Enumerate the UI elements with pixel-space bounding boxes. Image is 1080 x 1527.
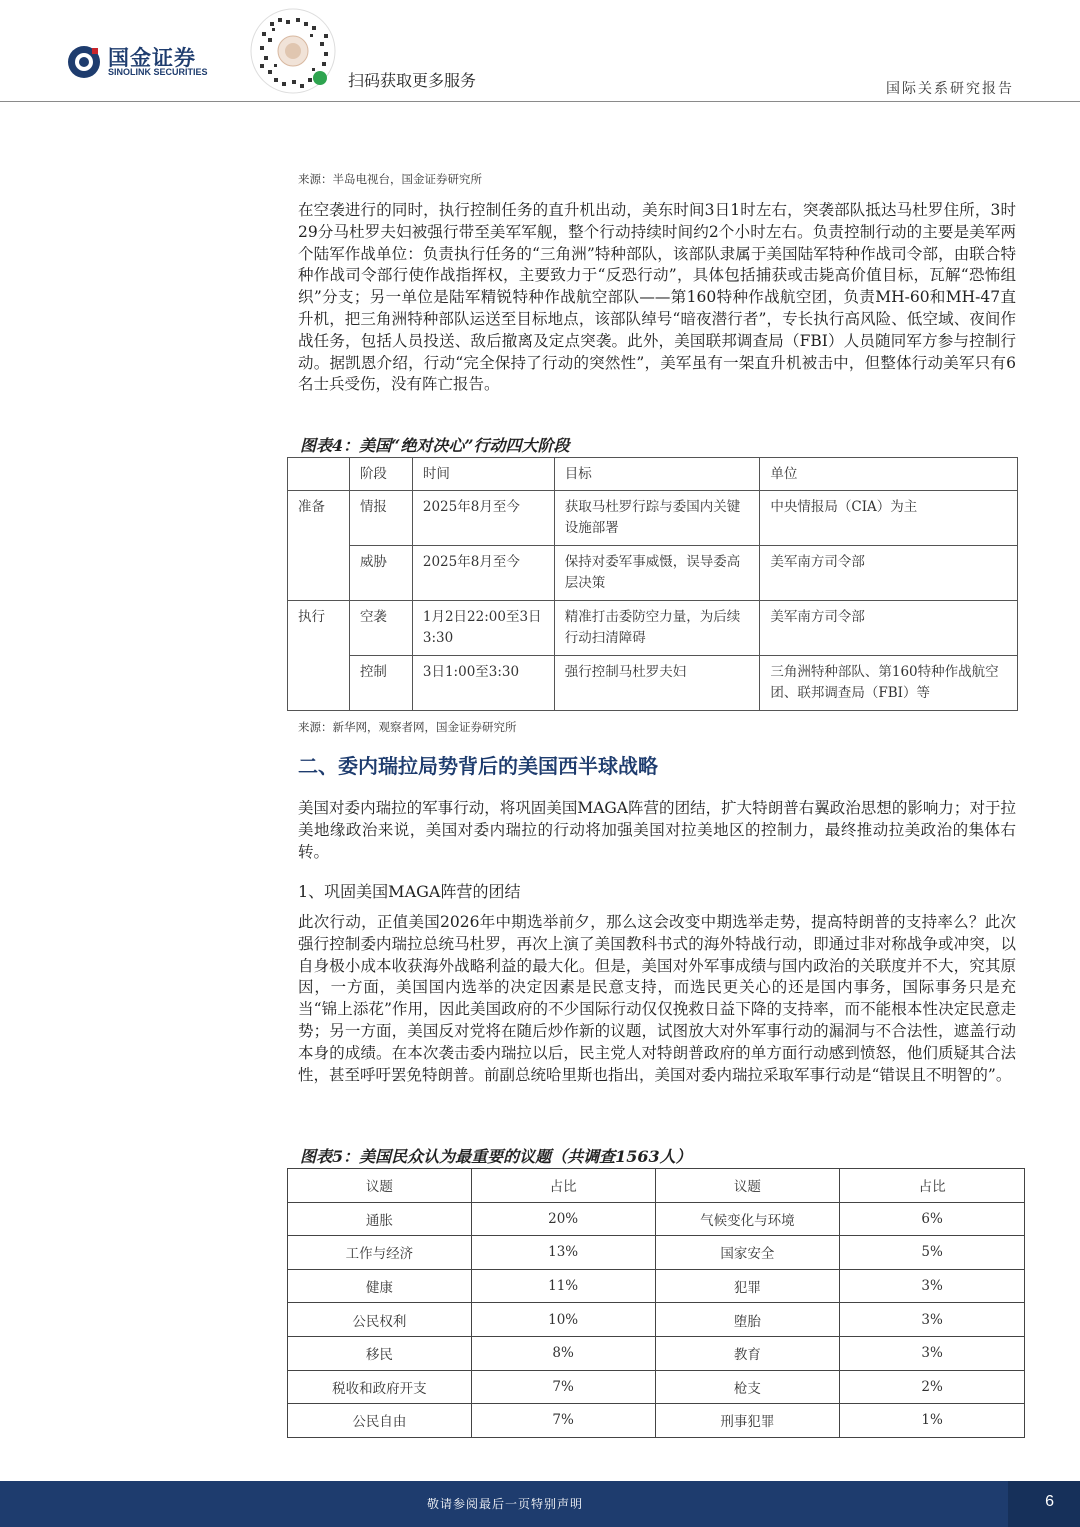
phase-cell: 准备 <box>288 491 350 601</box>
table-header-row <box>288 1169 1025 1203</box>
issue-cell: 税收和政府开支 <box>288 1370 472 1404</box>
unit-cell: 美军南方司令部 <box>760 546 1018 601</box>
time-cell: 2025年8月至今 <box>412 491 554 546</box>
page-number: 6 <box>1045 1493 1054 1510</box>
time-cell: 3日1:00至3:30 <box>412 656 554 711</box>
time-cell: 1月2日22:00至3日3:30 <box>412 601 554 656</box>
table-header-cell: 占比 <box>840 1169 1025 1203</box>
share-cell: 1% <box>840 1404 1025 1438</box>
issue-cell: 移民 <box>288 1336 472 1370</box>
share-cell: 13% <box>471 1236 655 1270</box>
figure-5-title: 图表5：美国民众认为最重要的议题（共调查1563人） <box>300 1147 692 1166</box>
issue-cell: 枪支 <box>655 1370 840 1404</box>
share-cell: 5% <box>840 1236 1025 1270</box>
share-cell: 3% <box>840 1303 1025 1337</box>
page-footer <box>0 1481 1080 1527</box>
unit-cell: 三角洲特种部队、第160特种作战航空团、联邦调查局（FBI）等 <box>760 656 1018 711</box>
stage-cell: 威胁 <box>349 546 412 601</box>
table-row <box>288 656 1018 711</box>
figure-4-source: 来源：新华网，观察者网，国金证券研究所 <box>298 720 517 734</box>
table-header-cell: 单位 <box>760 458 1018 491</box>
figure-5-table <box>287 1168 1025 1438</box>
table-header-cell <box>288 458 350 491</box>
issue-cell: 教育 <box>655 1336 840 1370</box>
report-type-label: 国际关系研究报告 <box>886 81 1014 97</box>
table-header-cell: 占比 <box>471 1169 655 1203</box>
share-cell: 7% <box>471 1370 655 1404</box>
table-header-row <box>288 458 1018 491</box>
table-row <box>288 546 1018 601</box>
issue-cell: 通胀 <box>288 1202 472 1236</box>
goal-cell: 强行控制马杜罗夫妇 <box>554 656 760 711</box>
logo-english-name: SINOLINK SECURITIES <box>108 67 208 77</box>
unit-cell: 美军南方司令部 <box>760 601 1018 656</box>
goal-cell: 获取马杜罗行踪与委国内关键设施部署 <box>554 491 760 546</box>
unit-cell: 中央情报局（CIA）为主 <box>760 491 1018 546</box>
issue-cell: 健康 <box>288 1269 472 1303</box>
logo-chinese-name: 国金证券 <box>108 46 196 70</box>
table-header-cell: 议题 <box>288 1169 472 1203</box>
section-2-title: 二、委内瑞拉局势背后的美国西半球战略 <box>298 754 658 778</box>
sinolink-logo <box>66 42 216 82</box>
subsection-1-title: 1、巩固美国MAGA阵营的团结 <box>298 882 521 901</box>
table-row <box>288 601 1018 656</box>
paragraph-section-2-intro: 美国对委内瑞拉的军事行动，将巩固美国MAGA阵营的团结，扩大特朗普右翼政治思想的影响力；对于拉美地缘政治来说，美国对委内瑞拉的行动将加强美国对拉美地区的控制力，最终推动拉美政治的集体右转。 <box>298 799 1016 861</box>
share-cell: 7% <box>471 1404 655 1438</box>
issue-cell: 国家安全 <box>655 1236 840 1270</box>
figure-3-source: 来源：半岛电视台，国金证券研究所 <box>298 172 482 186</box>
paragraph-maga-analysis: 此次行动，正值美国2026年中期选举前夕，那么这会改变中期选举走势，提高特朗普的支持率么？此次强行控制委内瑞拉总统马杜罗，再次上演了美国教科书式的海外特战行动，即通过非对称战争或冲突，以自身极小成本收获海外战略利益的最大化。但是，美国对外军事成绩与国内政治的关联度并不大，究其原因，一方面，美国国内选举的决定因素是民意支持，而选民更关心的还是国内事务，国际事务只是充当“锦上添花”作用，因此美国政府的不少国际行动仅仅挽救日益下降的支持率，而不能根本性决定民意走势；另一方面，美国反对党将在随后炒作新的议题，试图放大对外军事行动的漏洞与不合法性，遮盖行动本身的成绩。在本次袭击委内瑞拉以后，民主党人对特朗普政府的单方面行动感到愤怒，他们质疑其合法性，甚至呼吁罢免特朗普。前副总统哈里斯也指出，美国对委内瑞拉采取军事行动是“错误且不明智的”。 <box>298 913 1016 1084</box>
share-cell: 3% <box>840 1269 1025 1303</box>
qr-code-icon[interactable] <box>250 8 336 94</box>
table-row <box>288 1370 1025 1404</box>
goal-cell: 精准打击委防空力量，为后续行动扫清障碍 <box>554 601 760 656</box>
share-cell: 11% <box>471 1269 655 1303</box>
share-cell: 3% <box>840 1336 1025 1370</box>
share-cell: 10% <box>471 1303 655 1337</box>
table-row <box>288 1404 1025 1438</box>
goal-cell: 保持对委军事威慑，误导委高层决策 <box>554 546 760 601</box>
share-cell: 2% <box>840 1370 1025 1404</box>
stage-cell: 情报 <box>349 491 412 546</box>
issue-cell: 公民权利 <box>288 1303 472 1337</box>
table-header-cell: 议题 <box>655 1169 840 1203</box>
page-header <box>0 0 1080 102</box>
issue-cell: 气候变化与环境 <box>655 1202 840 1236</box>
table-row <box>288 1303 1025 1337</box>
table-row <box>288 491 1018 546</box>
issue-cell: 犯罪 <box>655 1269 840 1303</box>
share-cell: 8% <box>471 1336 655 1370</box>
figure-4-title: 图表4：美国“绝对决心”行动四大阶段 <box>300 436 570 455</box>
qr-caption: 扫码获取更多服务 <box>348 71 477 90</box>
stage-cell: 空袭 <box>349 601 412 656</box>
issue-cell: 刑事犯罪 <box>655 1404 840 1438</box>
table-header-cell: 目标 <box>554 458 760 491</box>
issue-cell: 公民自由 <box>288 1404 472 1438</box>
figure-4-table <box>287 457 1018 711</box>
table-row <box>288 1202 1025 1236</box>
table-row <box>288 1236 1025 1270</box>
table-header-cell: 阶段 <box>349 458 412 491</box>
stage-cell: 控制 <box>349 656 412 711</box>
time-cell: 2025年8月至今 <box>412 546 554 601</box>
share-cell: 6% <box>840 1202 1025 1236</box>
share-cell: 20% <box>471 1202 655 1236</box>
phase-cell: 执行 <box>288 601 350 711</box>
page-number-box <box>1008 1481 1080 1527</box>
footer-disclaimer: 敬请参阅最后一页特别声明 <box>426 1497 583 1511</box>
issue-cell: 工作与经济 <box>288 1236 472 1270</box>
issue-cell: 堕胎 <box>655 1303 840 1337</box>
table-row <box>288 1269 1025 1303</box>
table-row <box>288 1336 1025 1370</box>
sinolink-logo-icon <box>66 44 102 80</box>
table-header-cell: 时间 <box>412 458 554 491</box>
paragraph-operation-details: 在空袭进行的同时，执行控制任务的直升机出动，美东时间3日1时左右，突袭部队抵达马杜罗住所，3时29分马杜罗夫妇被强行带至美军军舰，整个行动持续时间约2个小时左右。负责控制行动的主要是美军两个陆军作战单位：负责执行任务的“三角洲”特种部队，该部队隶属于美国陆军特种作战司令部，由联合特种作战司令部行使作战指挥权，主要致力于“反恐行动”，具体包括捕获或击毙高价值目标，瓦解“恐怖组织”分支；另一单位是陆军精锐特种作战航空部队——第160特种作战航空团，负责MH-60和MH-47直升机，把三角洲特种部队运送至目标地点，该部队绰号“暗夜潜行者”，专长执行高风险、低空域、夜间作战任务，包括人员投送、敌后撤离及定点突袭。此外，美国联邦调查局（FBI）人员随同军方参与控制行动。据凯恩介绍，行动“完全保持了行动的突然性”，美军虽有一架直升机被击中，但整体行动美军只有6名士兵受伤，没有阵亡报告。 <box>298 201 1016 394</box>
